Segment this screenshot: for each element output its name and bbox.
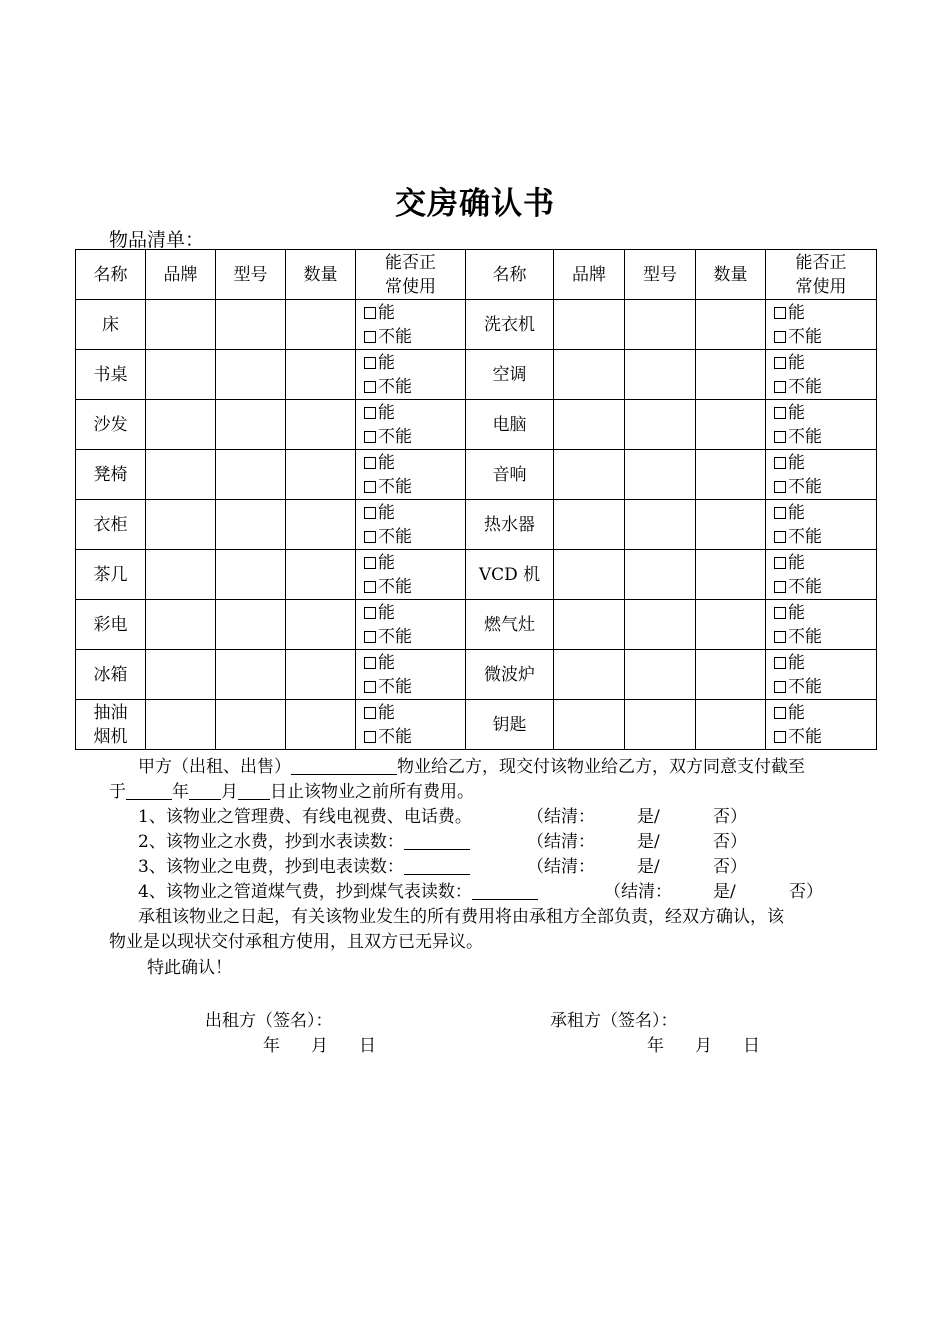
option-usable[interactable]	[364, 551, 465, 575]
checkbox-icon[interactable]	[364, 307, 376, 319]
item-list-label: 物品清单：	[109, 229, 205, 251]
quantity-cell[interactable]	[286, 350, 356, 400]
usable-status-cell	[766, 600, 877, 650]
option-not-usable-label: 不能	[788, 326, 822, 347]
checkbox-icon[interactable]	[774, 731, 786, 743]
model-cell[interactable]	[625, 400, 696, 450]
option-not-usable-label: 不能	[378, 426, 412, 447]
checkbox-icon[interactable]	[774, 457, 786, 469]
checkbox-icon[interactable]	[364, 531, 376, 543]
blank-gas-reading[interactable]	[472, 881, 538, 900]
checkbox-icon[interactable]	[364, 681, 376, 693]
para1-text-a: 甲方（出租、出售）	[138, 757, 291, 777]
para1-text-d: 年	[172, 782, 189, 802]
para1-text-c: 于	[109, 782, 126, 802]
model-cell[interactable]	[625, 700, 696, 750]
item-name-cell	[76, 700, 146, 750]
model-cell[interactable]	[216, 700, 286, 750]
brand-cell[interactable]	[146, 600, 216, 650]
option-usable[interactable]	[774, 551, 876, 575]
para1-line1	[138, 755, 805, 780]
brand-cell[interactable]	[146, 400, 216, 450]
fee-item-2-no[interactable]: 否）	[713, 832, 747, 852]
usable-status-cell	[766, 350, 877, 400]
option-usable[interactable]	[774, 301, 876, 325]
option-not-usable-label: 不能	[378, 326, 412, 347]
quantity-cell[interactable]	[696, 550, 766, 600]
quantity-cell[interactable]	[286, 650, 356, 700]
item-name-cell: 音响	[466, 450, 554, 500]
checkbox-icon[interactable]	[364, 331, 376, 343]
option-not-usable[interactable]	[774, 625, 876, 649]
checkbox-icon[interactable]	[774, 381, 786, 393]
fee-item-3-no[interactable]: 否）	[713, 857, 747, 877]
checkbox-icon[interactable]	[364, 407, 376, 419]
item-name-cell: 洗衣机	[466, 300, 554, 350]
table-row	[76, 600, 877, 650]
option-usable[interactable]	[774, 451, 876, 475]
option-not-usable-label: 不能	[788, 376, 822, 397]
table-row	[76, 700, 877, 750]
model-cell[interactable]	[216, 550, 286, 600]
inventory-table	[75, 249, 877, 750]
usable-status-cell	[766, 500, 877, 550]
checkbox-icon[interactable]	[364, 507, 376, 519]
option-not-usable-label: 不能	[378, 676, 412, 697]
table-row	[76, 500, 877, 550]
option-usable[interactable]	[364, 501, 465, 525]
brand-cell[interactable]	[146, 700, 216, 750]
fee-item-1-yes[interactable]: 是/	[637, 807, 660, 827]
blank-month[interactable]	[189, 781, 221, 800]
option-usable[interactable]	[364, 601, 465, 625]
header-name-2: 名称	[466, 250, 554, 300]
option-not-usable[interactable]	[364, 525, 465, 549]
option-usable[interactable]	[774, 351, 876, 375]
model-cell[interactable]	[625, 550, 696, 600]
brand-cell[interactable]	[554, 550, 625, 600]
lessor-day: 日	[359, 1036, 376, 1056]
checkbox-icon[interactable]	[774, 631, 786, 643]
usable-status-cell	[356, 350, 466, 400]
usable-status-cell	[356, 450, 466, 500]
blank-water-reading[interactable]	[404, 831, 470, 850]
fee-item-4-settle: （结清：	[604, 882, 672, 902]
model-cell[interactable]	[216, 650, 286, 700]
usable-status-cell	[356, 400, 466, 450]
option-usable-label: 能	[788, 552, 805, 573]
option-not-usable-label: 不能	[788, 476, 822, 497]
table-row	[76, 350, 877, 400]
option-usable-label: 能	[378, 702, 395, 723]
model-cell[interactable]	[216, 300, 286, 350]
option-not-usable-label: 不能	[788, 626, 822, 647]
option-usable[interactable]	[774, 501, 876, 525]
fee-item-4	[138, 880, 538, 905]
option-not-usable[interactable]	[364, 425, 465, 449]
item-name-cell: 彩电	[76, 600, 146, 650]
item-name-cell: 茶几	[76, 550, 146, 600]
option-not-usable[interactable]	[774, 425, 876, 449]
option-usable-label: 能	[788, 502, 805, 523]
model-cell[interactable]	[625, 600, 696, 650]
fee-item-text: 3、该物业之电费，抄到电表读数：	[138, 857, 404, 877]
checkbox-icon[interactable]	[364, 707, 376, 719]
option-not-usable-label: 不能	[788, 726, 822, 747]
model-cell[interactable]	[216, 400, 286, 450]
checkbox-icon[interactable]	[364, 631, 376, 643]
checkbox-icon[interactable]	[774, 481, 786, 493]
item-name-cell: 热水器	[466, 500, 554, 550]
quantity-cell[interactable]	[286, 700, 356, 750]
item-name-cell: 冰箱	[76, 650, 146, 700]
option-usable[interactable]	[364, 651, 465, 675]
header-brand-2: 品牌	[554, 250, 625, 300]
quantity-cell[interactable]	[696, 300, 766, 350]
quantity-cell[interactable]	[696, 650, 766, 700]
model-cell[interactable]	[625, 450, 696, 500]
brand-cell[interactable]	[146, 300, 216, 350]
item-name-cell: 凳椅	[76, 450, 146, 500]
para1-line2	[109, 780, 474, 805]
checkbox-icon[interactable]	[774, 657, 786, 669]
para2-line1: 承租该物业之日起，有关该物业发生的所有费用将由承租方全部负责，经双方确认，该	[138, 907, 784, 927]
para1-text-e: 月	[221, 782, 238, 802]
quantity-cell[interactable]	[286, 600, 356, 650]
model-cell[interactable]	[625, 500, 696, 550]
option-not-usable[interactable]	[774, 475, 876, 499]
brand-cell[interactable]	[554, 600, 625, 650]
quantity-cell[interactable]	[696, 500, 766, 550]
fee-item-2-settle: （结清：	[527, 832, 595, 852]
checkbox-icon[interactable]	[364, 731, 376, 743]
checkbox-icon[interactable]	[774, 357, 786, 369]
option-not-usable-label: 不能	[788, 676, 822, 697]
option-usable[interactable]	[364, 351, 465, 375]
header-status-line2: 常使用	[385, 276, 436, 297]
fee-item-text: 2、该物业之水费，抄到水表读数：	[138, 832, 404, 852]
lessor-signature-label: 出租方（签名）：	[205, 1011, 333, 1031]
model-cell[interactable]	[625, 350, 696, 400]
checkbox-icon[interactable]	[774, 531, 786, 543]
fee-item-1-no[interactable]: 否）	[713, 807, 747, 827]
usable-status-cell	[766, 550, 877, 600]
option-usable[interactable]	[774, 601, 876, 625]
quantity-cell[interactable]	[696, 400, 766, 450]
brand-cell[interactable]	[554, 450, 625, 500]
brand-cell[interactable]	[554, 350, 625, 400]
usable-status-cell	[766, 700, 877, 750]
option-usable[interactable]	[364, 701, 465, 725]
item-name-cell: VCD 机	[466, 550, 554, 600]
checkbox-icon[interactable]	[364, 481, 376, 493]
option-not-usable[interactable]	[364, 725, 465, 749]
header-name: 名称	[76, 250, 146, 300]
blank-day[interactable]	[238, 781, 270, 800]
option-not-usable[interactable]	[364, 625, 465, 649]
option-usable-label: 能	[788, 352, 805, 373]
header-quantity-2: 数量	[696, 250, 766, 300]
model-cell[interactable]	[216, 450, 286, 500]
usable-status-cell	[356, 700, 466, 750]
fee-item-1-settle: （结清：	[527, 807, 595, 827]
option-not-usable-label: 不能	[378, 376, 412, 397]
checkbox-icon[interactable]	[364, 657, 376, 669]
lessor-month: 月	[311, 1036, 328, 1056]
usable-status-cell	[356, 650, 466, 700]
usable-status-cell	[766, 300, 877, 350]
model-cell[interactable]	[216, 350, 286, 400]
item-name-cell: 微波炉	[466, 650, 554, 700]
item-name-cell: 钥匙	[466, 700, 554, 750]
brand-cell[interactable]	[146, 550, 216, 600]
option-usable-label: 能	[788, 652, 805, 673]
blank-property[interactable]	[291, 756, 397, 775]
item-name-cell: 燃气灶	[466, 600, 554, 650]
document-title: 交房确认书	[395, 186, 555, 222]
option-usable-label: 能	[788, 302, 805, 323]
usable-status-cell	[356, 600, 466, 650]
quantity-cell[interactable]	[696, 350, 766, 400]
quantity-cell[interactable]	[286, 500, 356, 550]
table-row	[76, 300, 877, 350]
quantity-cell[interactable]	[286, 400, 356, 450]
item-name-cell: 书桌	[76, 350, 146, 400]
option-usable-label: 能	[378, 602, 395, 623]
brand-cell[interactable]	[146, 450, 216, 500]
brand-cell[interactable]	[146, 500, 216, 550]
option-not-usable-label: 不能	[378, 626, 412, 647]
blank-electric-reading[interactable]	[404, 856, 470, 875]
option-not-usable-label: 不能	[378, 576, 412, 597]
fee-item-3	[138, 855, 470, 880]
checkbox-icon[interactable]	[774, 557, 786, 569]
fee-item-2	[138, 830, 470, 855]
checkbox-icon[interactable]	[774, 581, 786, 593]
table-row	[76, 550, 877, 600]
usable-status-cell	[356, 300, 466, 350]
brand-cell[interactable]	[554, 400, 625, 450]
model-cell[interactable]	[216, 600, 286, 650]
lessee-signature-label: 承租方（签名）：	[550, 1011, 678, 1031]
quantity-cell[interactable]	[286, 450, 356, 500]
table-row	[76, 650, 877, 700]
option-not-usable-label: 不能	[788, 426, 822, 447]
option-not-usable[interactable]	[774, 725, 876, 749]
brand-cell[interactable]	[554, 500, 625, 550]
option-not-usable[interactable]	[364, 675, 465, 699]
item-name-line1: 抽油	[93, 702, 128, 723]
fee-item-text: 1、该物业之管理费、有线电视费、电话费。	[138, 807, 472, 827]
option-usable-label: 能	[788, 452, 805, 473]
header-quantity: 数量	[286, 250, 356, 300]
option-not-usable[interactable]	[774, 675, 876, 699]
item-name-line2: 烟机	[93, 726, 128, 747]
option-not-usable[interactable]	[774, 375, 876, 399]
checkbox-icon[interactable]	[364, 557, 376, 569]
option-usable[interactable]	[774, 401, 876, 425]
checkbox-icon[interactable]	[364, 607, 376, 619]
checkbox-icon[interactable]	[364, 357, 376, 369]
fee-item-3-yes[interactable]: 是/	[637, 857, 660, 877]
checkbox-icon[interactable]	[364, 381, 376, 393]
item-name-cell: 衣柜	[76, 500, 146, 550]
usable-status-cell	[766, 650, 877, 700]
checkbox-icon[interactable]	[364, 431, 376, 443]
brand-cell[interactable]	[554, 700, 625, 750]
option-usable[interactable]	[774, 651, 876, 675]
para1-text-f: 日止该物业之前所有费用。	[270, 782, 474, 802]
fee-item-4-no[interactable]: 否）	[789, 882, 823, 902]
item-name-cell: 床	[76, 300, 146, 350]
table-row	[76, 400, 877, 450]
fee-item-2-yes[interactable]: 是/	[637, 832, 660, 852]
model-cell[interactable]	[625, 650, 696, 700]
para2-line2: 物业是以现状交付承租方使用，且双方已无异议。	[109, 932, 483, 952]
option-usable-label: 能	[378, 302, 395, 323]
fee-item-text: 4、该物业之管道煤气费，抄到煤气表读数：	[138, 882, 472, 902]
lessee-day: 日	[743, 1036, 760, 1056]
brand-cell[interactable]	[554, 300, 625, 350]
fee-item-1	[138, 805, 472, 830]
checkbox-icon[interactable]	[774, 681, 786, 693]
fee-item-3-settle: （结清：	[527, 857, 595, 877]
option-not-usable-label: 不能	[378, 726, 412, 747]
quantity-cell[interactable]	[286, 550, 356, 600]
checkbox-icon[interactable]	[774, 331, 786, 343]
header-model: 型号	[216, 250, 286, 300]
option-usable[interactable]	[364, 301, 465, 325]
usable-status-cell	[766, 450, 877, 500]
checkbox-icon[interactable]	[774, 431, 786, 443]
lessor-year: 年	[263, 1036, 280, 1056]
item-name-cell: 空调	[466, 350, 554, 400]
quantity-cell[interactable]	[286, 300, 356, 350]
option-not-usable[interactable]	[364, 575, 465, 599]
usable-status-cell	[766, 400, 877, 450]
quantity-cell[interactable]	[696, 600, 766, 650]
blank-year[interactable]	[126, 781, 172, 800]
option-not-usable-label: 不能	[788, 526, 822, 547]
option-usable[interactable]	[774, 701, 876, 725]
fee-item-4-yes[interactable]: 是/	[713, 882, 736, 902]
option-usable-label: 能	[788, 402, 805, 423]
option-not-usable[interactable]	[364, 375, 465, 399]
header-brand: 品牌	[146, 250, 216, 300]
option-usable-label: 能	[378, 402, 395, 423]
option-not-usable-label: 不能	[788, 576, 822, 597]
header-status-line1: 能否正	[795, 252, 847, 273]
checkbox-icon[interactable]	[364, 581, 376, 593]
header-status	[356, 250, 466, 300]
option-usable-label: 能	[378, 352, 395, 373]
option-usable-label: 能	[788, 602, 805, 623]
checkbox-icon[interactable]	[774, 407, 786, 419]
option-not-usable-label: 不能	[378, 476, 412, 497]
confirm-text: 特此确认！	[147, 958, 232, 978]
header-status-2	[766, 250, 877, 300]
brand-cell[interactable]	[146, 350, 216, 400]
usable-status-cell	[356, 500, 466, 550]
quantity-cell[interactable]	[696, 700, 766, 750]
option-usable-label: 能	[378, 552, 395, 573]
model-cell[interactable]	[216, 500, 286, 550]
table-header-row	[76, 250, 877, 300]
option-not-usable[interactable]	[364, 475, 465, 499]
table-row	[76, 450, 877, 500]
option-usable-label: 能	[378, 452, 395, 473]
usable-status-cell	[356, 550, 466, 600]
option-not-usable[interactable]	[774, 325, 876, 349]
header-model-2: 型号	[625, 250, 696, 300]
option-not-usable-label: 不能	[378, 526, 412, 547]
option-usable-label: 能	[378, 652, 395, 673]
lessee-month: 月	[695, 1036, 712, 1056]
para1-text-b: 物业给乙方，现交付该物业给乙方，双方同意支付截至	[397, 757, 805, 777]
lessee-year: 年	[647, 1036, 664, 1056]
header-status-line2: 常使用	[795, 276, 847, 297]
quantity-cell[interactable]	[696, 450, 766, 500]
item-name-cell: 电脑	[466, 400, 554, 450]
brand-cell[interactable]	[554, 650, 625, 700]
option-not-usable[interactable]	[364, 325, 465, 349]
option-usable-label: 能	[788, 702, 805, 723]
brand-cell[interactable]	[146, 650, 216, 700]
option-usable[interactable]	[364, 401, 465, 425]
checkbox-icon[interactable]	[774, 707, 786, 719]
option-usable[interactable]	[364, 451, 465, 475]
checkbox-icon[interactable]	[774, 307, 786, 319]
checkbox-icon[interactable]	[774, 507, 786, 519]
item-name-cell: 沙发	[76, 400, 146, 450]
option-not-usable[interactable]	[774, 525, 876, 549]
option-usable-label: 能	[378, 502, 395, 523]
header-status-line1: 能否正	[385, 252, 436, 273]
checkbox-icon[interactable]	[774, 607, 786, 619]
model-cell[interactable]	[625, 300, 696, 350]
option-not-usable[interactable]	[774, 575, 876, 599]
checkbox-icon[interactable]	[364, 457, 376, 469]
